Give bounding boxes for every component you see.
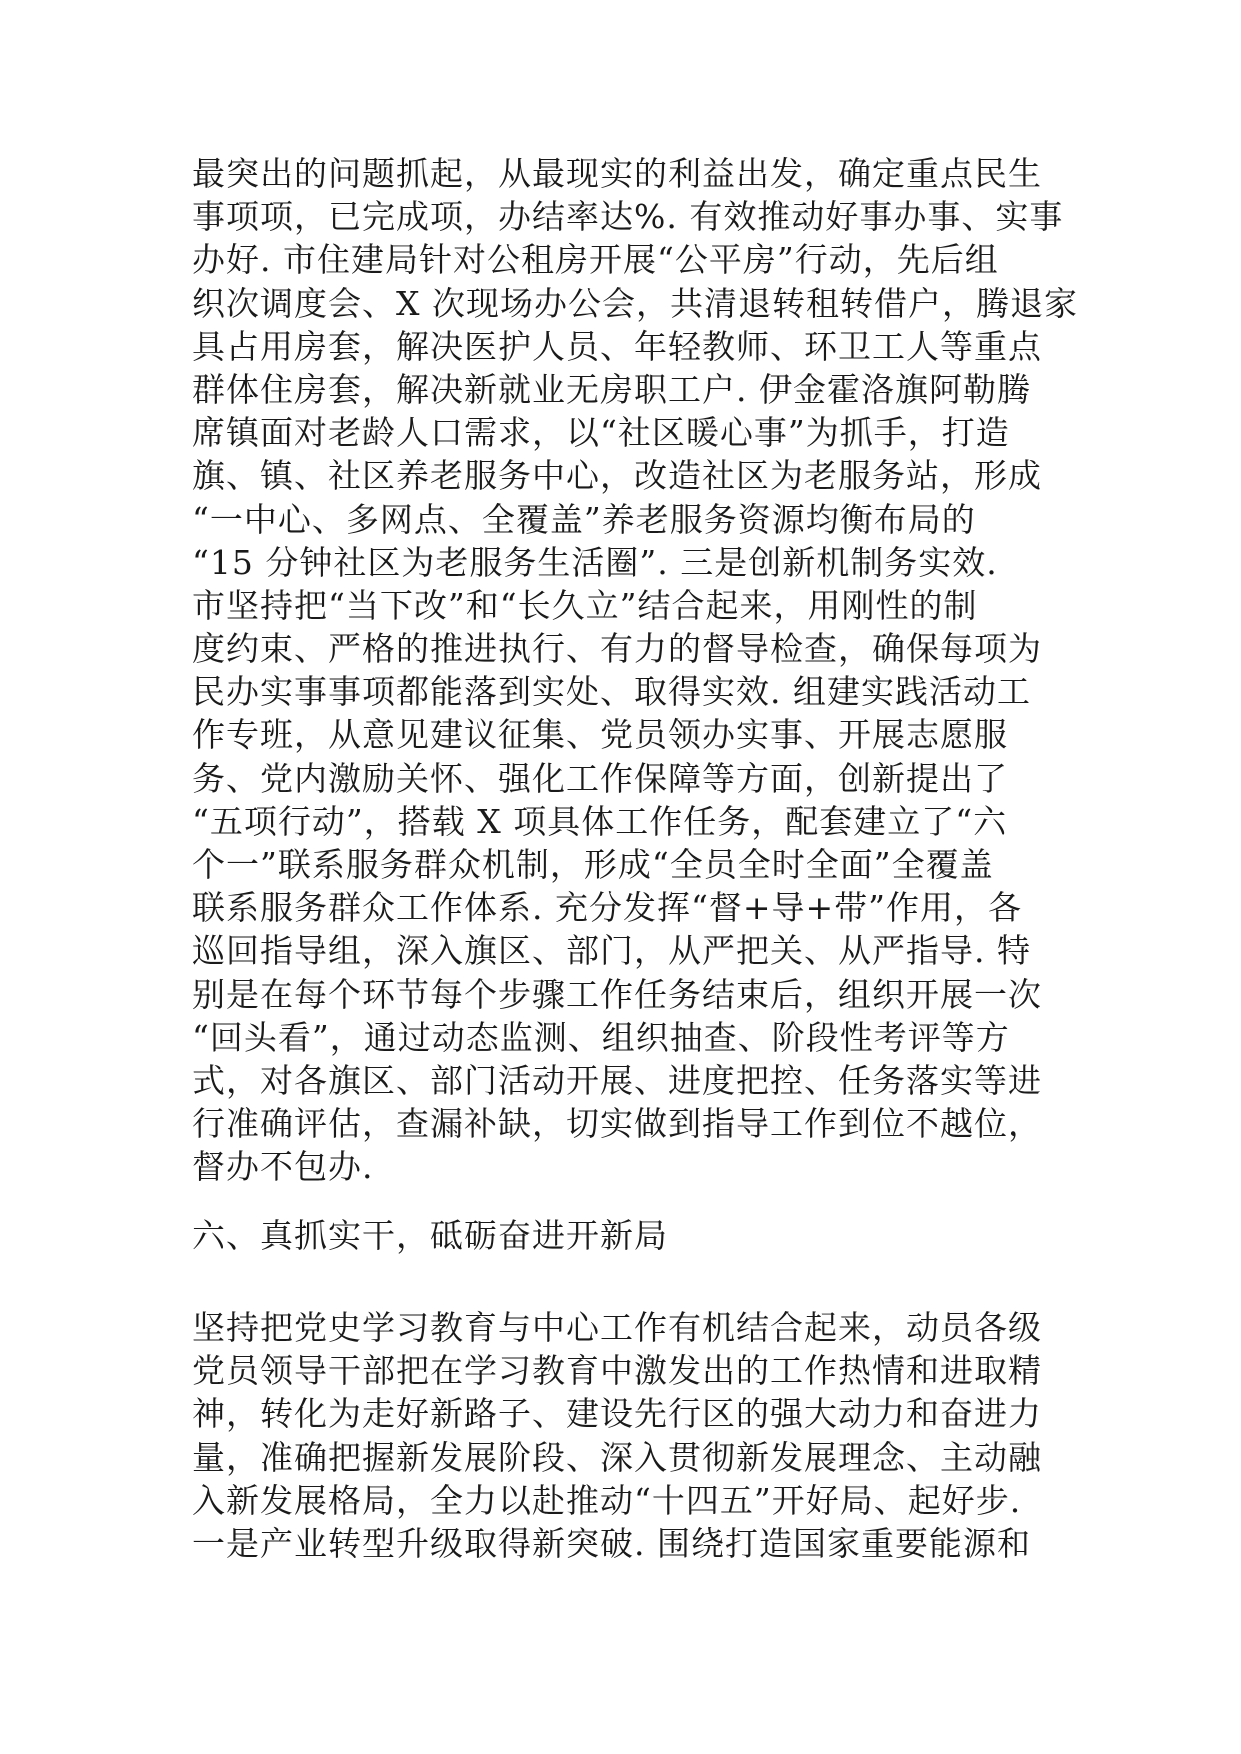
text-line: 席镇面对老龄人口需求，以“社区暖心事”为抓手，打造 [192,413,1010,453]
text-line: 式，对各旗区、部门活动开展、进度把控、任务落实等进 [192,1060,1042,1100]
text-line: 群体住房套，解决新就业无房职工户. 伊金霍洛旗阿勒腾 [192,369,1031,409]
text-line: 督办不包办. [192,1147,374,1187]
text-line: 个一”联系服务群众机制，形成“全员全时全面”全覆盖 [192,845,994,884]
text-line: 度约束、严格的推进执行、有力的督导检查，确保每项为 [192,629,1042,669]
text-line: 入新发展格局，全力以赴推动“十四五”开好局、起好步. [192,1480,1022,1520]
body-paragraph-1 [192,152,1078,1189]
text-line: 务、党内激励关怀、强化工作保障等方面，创新提出了 [192,758,1008,798]
text-line: 神，转化为走好新路子、建设先行区的强大动力和奋进力 [192,1394,1042,1434]
text-line: 事项项，已完成项，办结率达%. 有效推动好事办事、实事 [192,197,1064,237]
text-line: 量，准确把握新发展阶段、深入贯彻新发展理念、主动融 [192,1437,1042,1477]
text-line: 行准确评估，查漏补缺，切实做到指导工作到位不越位， [192,1104,1042,1144]
text-line: 作专班，从意见建议征集、党员领办实事、开展志愿服 [192,715,1008,755]
text-line: 一是产业转型升级取得新突破. 围绕打造国家重要能源和 [192,1523,1031,1563]
text-line: 巡回指导组，深入旗区、部门，从严把关、从严指导. 特 [192,931,1031,971]
text-line: 具占用房套，解决医护人员、年轻教师、环卫工人等重点 [192,326,1042,366]
text-line: 织次调度会、X 次现场办公会，共清退转租转借户，腾退家 [192,283,1078,323]
text-line: “五项行动”，搭载 X 项具体工作任务，配套建立了“六 [192,801,1008,841]
body-paragraph-2 [192,1306,1052,1565]
text-line: 别是在每个环节每个步骤工作任务结束后，组织开展一次 [192,974,1042,1014]
section-heading [192,1214,1052,1257]
text-line: “一中心、多网点、全覆盖”养老服务资源均衡布局的 [192,499,976,539]
text-line: “15 分钟社区为老服务生活圈”. 三是创新机制务实效. [192,542,998,582]
text-line: 办好. 市住建局针对公租房开展“公平房”行动，先后组 [192,240,999,280]
text-line: 旗、镇、社区养老服务中心，改造社区为老服务站，形成 [192,456,1042,496]
section-heading-text: 六、真抓实干，砥砺奋进开新局 [192,1216,668,1255]
text-line: 市坚持把“当下改”和“长久立”结合起来，用刚性的制 [192,585,978,625]
text-line: 党员领导干部把在学习教育中激发出的工作热情和进取精 [192,1351,1042,1391]
text-line: 民办实事事项都能落到实处、取得实效. 组建实践活动工 [192,672,1031,712]
text-line: 最突出的问题抓起，从最现实的利益出发，确定重点民生 [192,154,1042,193]
text-line: “回头看”，通过动态监测、组织抽查、阶段性考评等方 [192,1017,1010,1057]
text-line: 联系服务群众工作体系. 充分发挥“督+导+带”作用，各 [192,888,1023,928]
text-line: 坚持把党史学习教育与中心工作有机结合起来，动员各级 [192,1308,1042,1347]
